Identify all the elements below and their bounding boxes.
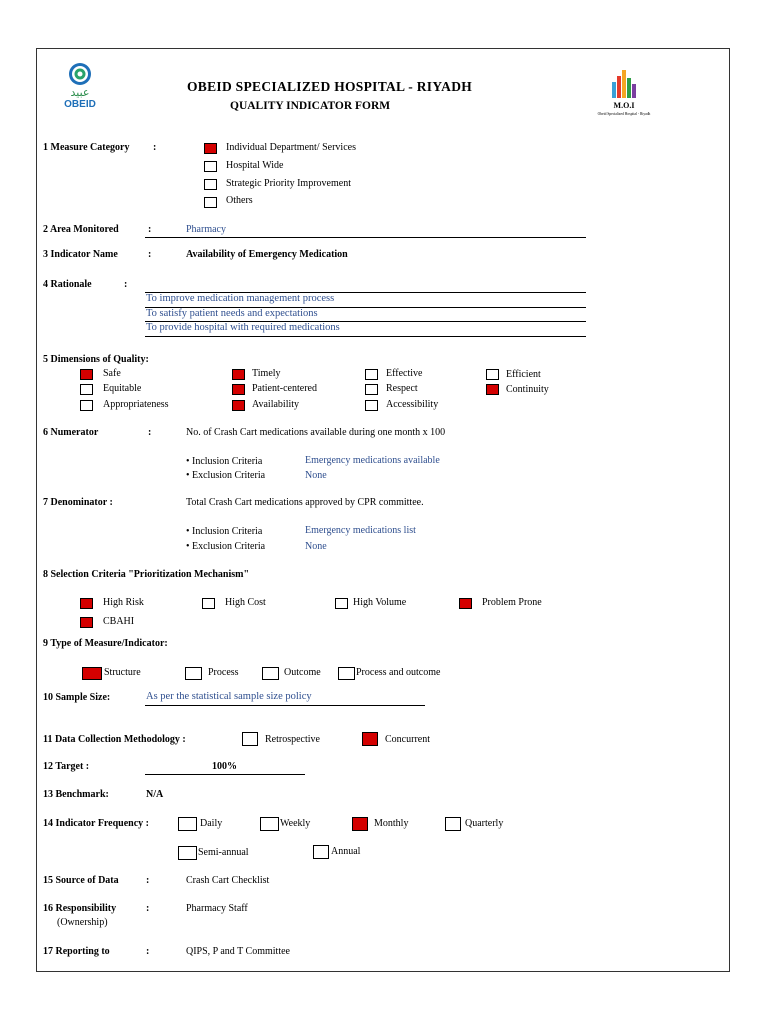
criteria-high-risk: High Risk bbox=[103, 597, 144, 608]
colon: : bbox=[146, 903, 150, 914]
denominator-exclusion-label: • Exclusion Criteria bbox=[186, 541, 266, 552]
sample-size-value: As per the statistical sample size policy bbox=[146, 691, 312, 702]
obeid-logo-arabic: عبيد bbox=[70, 86, 90, 99]
checkbox-problem-prone[interactable] bbox=[459, 598, 472, 609]
dimension-equitable: Equitable bbox=[103, 383, 142, 394]
checkbox-safe[interactable] bbox=[80, 369, 93, 380]
numerator-inclusion-label: • Inclusion Criteria bbox=[186, 456, 263, 467]
type-outcome: Outcome bbox=[284, 667, 321, 678]
reporting-to-value: QIPS, P and T Committee bbox=[186, 946, 290, 957]
frequency-daily: Daily bbox=[200, 818, 223, 829]
denominator-label: 7 Denominator : bbox=[43, 497, 113, 508]
dimension-efficient: Efficient bbox=[506, 369, 541, 380]
measure-type-label: 9 Type of Measure/Indicator: bbox=[43, 638, 168, 649]
denominator-inclusion-label: • Inclusion Criteria bbox=[186, 526, 263, 537]
checkbox-patient-centered[interactable] bbox=[232, 384, 245, 395]
type-process-and-outcome: Process and outcome bbox=[356, 667, 441, 678]
frequency-weekly: Weekly bbox=[280, 818, 311, 829]
denominator-value: Total Crash Cart medications approved by CPR committee. bbox=[186, 497, 424, 508]
checkbox-high-cost[interactable] bbox=[202, 598, 215, 609]
dimension-appropriateness: Appropriateness bbox=[103, 399, 169, 410]
target-label: 12 Target : bbox=[43, 761, 90, 772]
dimension-respect: Respect bbox=[386, 383, 418, 394]
checkbox-hospital-wide[interactable] bbox=[204, 161, 217, 172]
indicator-name-value: Availability of Emergency Medication bbox=[186, 249, 348, 260]
responsibility-value: Pharmacy Staff bbox=[186, 903, 248, 914]
criteria-high-volume: High Volume bbox=[353, 597, 407, 608]
colon: : bbox=[148, 224, 152, 235]
dimension-accessibility: Accessibility bbox=[386, 399, 439, 410]
sample-size-underline bbox=[145, 705, 425, 706]
checkbox-effective[interactable] bbox=[365, 369, 378, 380]
data-collection-label: 11 Data Collection Methodology : bbox=[43, 734, 186, 745]
dimension-patient-centered: Patient-centered bbox=[252, 383, 317, 394]
rationale-underline-3 bbox=[145, 336, 586, 337]
obeid-logo bbox=[56, 60, 106, 110]
colon: : bbox=[146, 946, 150, 957]
method-retrospective: Retrospective bbox=[265, 734, 320, 745]
moi-logo-text: M.O.I bbox=[613, 101, 635, 110]
area-monitored-label: 2 Area Monitored bbox=[43, 224, 119, 235]
checkbox-timely[interactable] bbox=[232, 369, 245, 380]
moi-logo bbox=[586, 64, 672, 118]
moi-logo-icon bbox=[586, 64, 672, 118]
source-of-data-value: Crash Cart Checklist bbox=[186, 875, 270, 886]
frequency-quarterly: Quarterly bbox=[465, 818, 504, 829]
numerator-inclusion-value: Emergency medications available bbox=[305, 455, 440, 466]
numerator-value: No. of Crash Cart medications available during one month x 100 bbox=[186, 427, 446, 438]
denominator-inclusion-value: Emergency medications list bbox=[305, 525, 416, 536]
hospital-name: OBEID SPECIALIZED HOSPITAL - RIYADH bbox=[187, 79, 473, 94]
frequency-annual: Annual bbox=[331, 846, 361, 857]
frequency-monthly: Monthly bbox=[374, 818, 409, 829]
target-underline bbox=[145, 774, 305, 775]
denominator-exclusion-value: None bbox=[305, 541, 327, 552]
responsibility-ownership: (Ownership) bbox=[57, 917, 108, 928]
checkbox-retrospective[interactable] bbox=[242, 732, 258, 746]
source-of-data-label: 15 Source of Data bbox=[43, 875, 119, 886]
checkbox-monthly[interactable] bbox=[352, 817, 368, 831]
checkbox-respect[interactable] bbox=[365, 384, 378, 395]
checkbox-equitable[interactable] bbox=[80, 384, 93, 395]
moi-logo-sub: Obeid Specialized Hospital - Riyadh bbox=[597, 112, 651, 116]
option-individual-department: Individual Department/ Services bbox=[226, 142, 356, 153]
dimension-availability: Availability bbox=[252, 399, 300, 410]
selection-criteria-label: 8 Selection Criteria "Prioritization Mechanism" bbox=[43, 569, 250, 580]
dimension-effective: Effective bbox=[386, 368, 423, 379]
checkbox-outcome[interactable] bbox=[262, 667, 279, 680]
checkbox-high-volume[interactable] bbox=[335, 598, 348, 609]
checkbox-individual-department[interactable] bbox=[204, 143, 217, 154]
dimension-timely: Timely bbox=[252, 368, 281, 379]
checkbox-accessibility[interactable] bbox=[365, 400, 378, 411]
option-hospital-wide: Hospital Wide bbox=[226, 160, 284, 171]
checkbox-high-risk[interactable] bbox=[80, 598, 93, 609]
area-monitored-value: Pharmacy bbox=[186, 224, 226, 235]
indicator-name-label: 3 Indicator Name bbox=[43, 249, 118, 260]
checkbox-strategic-priority[interactable] bbox=[204, 179, 217, 190]
target-value: 100% bbox=[212, 761, 237, 772]
checkbox-appropriateness[interactable] bbox=[80, 400, 93, 411]
responsibility-label: 16 Responsibility bbox=[43, 903, 117, 914]
colon: : bbox=[124, 279, 128, 290]
colon: : bbox=[148, 427, 152, 438]
numerator-exclusion-label: • Exclusion Criteria bbox=[186, 470, 266, 481]
method-concurrent: Concurrent bbox=[385, 734, 430, 745]
checkbox-annual[interactable] bbox=[313, 845, 329, 859]
criteria-cbahi: CBAHI bbox=[103, 616, 135, 627]
frequency-label: 14 Indicator Frequency : bbox=[43, 818, 150, 829]
option-strategic-priority: Strategic Priority Improvement bbox=[226, 178, 351, 189]
dimensions-quality-label: 5 Dimensions of Quality: bbox=[43, 354, 149, 365]
checkbox-continuity[interactable] bbox=[486, 384, 499, 395]
reporting-to-label: 17 Reporting to bbox=[43, 946, 110, 957]
checkbox-structure[interactable] bbox=[82, 667, 102, 680]
measure-category-label: 1 Measure Category bbox=[43, 142, 130, 153]
checkbox-process-and-outcome[interactable] bbox=[338, 667, 355, 680]
criteria-problem-prone: Problem Prone bbox=[482, 597, 542, 608]
dimension-continuity: Continuity bbox=[506, 384, 549, 395]
colon: : bbox=[146, 875, 150, 886]
checkbox-weekly[interactable] bbox=[260, 817, 279, 831]
checkbox-cbahi[interactable] bbox=[80, 617, 93, 628]
numerator-exclusion-value: None bbox=[305, 470, 327, 481]
checkbox-quarterly[interactable] bbox=[445, 817, 461, 831]
frequency-semi-annual: Semi-annual bbox=[198, 847, 249, 858]
criteria-high-cost: High Cost bbox=[225, 597, 266, 608]
type-structure: Structure bbox=[104, 667, 141, 678]
numerator-label: 6 Numerator bbox=[43, 427, 99, 438]
rationale-line-1: To improve medication management process bbox=[146, 293, 335, 304]
option-others: Others bbox=[226, 195, 253, 206]
checkbox-daily[interactable] bbox=[178, 817, 197, 831]
type-process: Process bbox=[208, 667, 239, 678]
rationale-label: 4 Rationale bbox=[43, 279, 92, 290]
checkbox-others[interactable] bbox=[204, 197, 217, 208]
checkbox-availability[interactable] bbox=[232, 400, 245, 411]
form-border bbox=[36, 48, 730, 972]
sample-size-label: 10 Sample Size: bbox=[43, 692, 111, 703]
rationale-line-3: To provide hospital with required medications bbox=[146, 322, 340, 333]
benchmark-value: N/A bbox=[146, 789, 164, 800]
rationale-line-2: To satisfy patient needs and expectations bbox=[146, 308, 318, 319]
obeid-logo-text: OBEID bbox=[64, 99, 96, 110]
benchmark-label: 13 Benchmark: bbox=[43, 789, 109, 800]
colon: : bbox=[153, 142, 157, 153]
checkbox-semi-annual[interactable] bbox=[178, 846, 197, 860]
checkbox-efficient[interactable] bbox=[486, 369, 499, 380]
dimension-safe: Safe bbox=[103, 368, 121, 379]
area-monitored-underline bbox=[145, 237, 586, 238]
checkbox-concurrent[interactable] bbox=[362, 732, 378, 746]
obeid-logo-icon bbox=[56, 60, 106, 110]
checkbox-process[interactable] bbox=[185, 667, 202, 680]
colon: : bbox=[148, 249, 152, 260]
form-title: QUALITY INDICATOR FORM bbox=[230, 100, 391, 112]
